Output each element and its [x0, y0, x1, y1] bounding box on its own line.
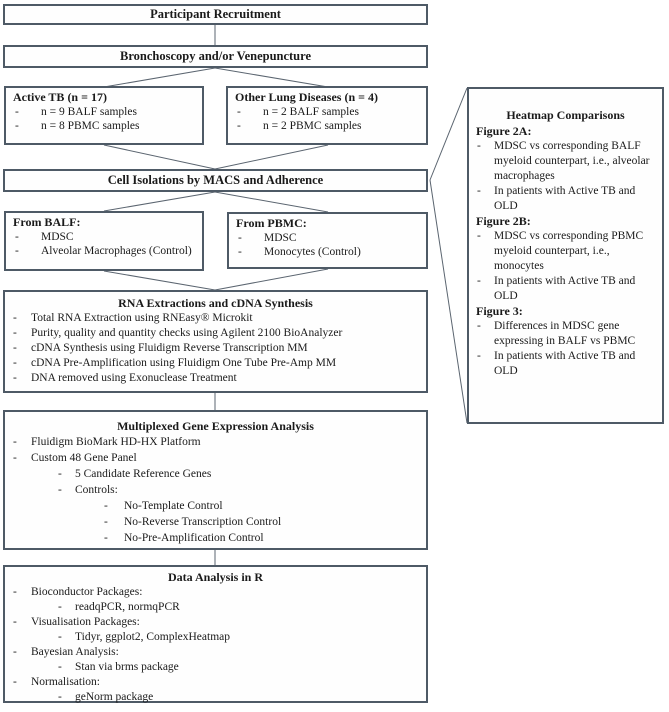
list-item: - readqPCR, normqPCR — [58, 601, 180, 613]
bullet-dash: - — [13, 586, 17, 598]
box-from-balf — [4, 211, 204, 271]
connector-frompbmc-rna — [215, 269, 328, 290]
cell-isolations-title: Cell Isolations by MACS and Adherence — [107, 173, 324, 188]
list-item: - n = 2 BALF samples — [237, 105, 359, 118]
list-item: - No-Reverse Transcription Control — [104, 516, 282, 528]
connector-cellisolations-heatmap-bottom — [430, 180, 467, 423]
box-cell-isolations — [3, 169, 428, 192]
bullet-dash: - — [13, 342, 17, 354]
box-other-lung-diseases — [226, 86, 428, 145]
connector-bronchoscopy-activetb — [104, 68, 215, 87]
list-item: - Alveolar Macrophages (Control) — [15, 245, 192, 257]
bullet-dash: - — [13, 357, 17, 369]
list-item: - Bioconductor Packages: — [13, 586, 143, 598]
bullet-dash: - — [237, 105, 241, 118]
box-bronchoscopy — [3, 45, 428, 68]
bullet-dash: - — [15, 120, 19, 132]
connector-frombalf-rna — [104, 271, 215, 290]
bullet-dash: - — [58, 631, 62, 643]
bullet-dash: - — [58, 468, 62, 480]
bullet-dash: - — [13, 646, 17, 658]
bullet-dash: - — [477, 320, 481, 332]
list-item: - No-Pre-Amplification Control — [104, 532, 264, 544]
bullet-dash: - — [15, 105, 19, 118]
bullet-dash: - — [13, 676, 17, 688]
participant-recruitment-title: Participant Recruitment — [150, 7, 281, 22]
list-item: - cDNA Synthesis using Fluidigm Reverse Transcription MM — [13, 342, 308, 354]
bullet-dash: - — [477, 275, 481, 287]
list-item: - Visualisation Packages: — [13, 616, 140, 628]
bullet-dash: - — [58, 661, 62, 673]
box-rna-extractions — [3, 290, 428, 393]
list-item: - 5 Candidate Reference Genes — [58, 468, 212, 480]
list-item: - Purity, quality and quantity checks using Agilent 2100 BioAnalyzer — [13, 327, 343, 339]
other-lung-diseases-title: Other Lung Diseases (n = 4) — [235, 90, 378, 104]
bullet-dash: - — [13, 327, 17, 339]
list-item: - Bayesian Analysis: — [13, 646, 119, 658]
rna-extractions-title: RNA Extractions and cDNA Synthesis — [118, 296, 313, 310]
bullet-dash: - — [15, 245, 19, 257]
box-gene-expression — [3, 410, 428, 550]
list-item: - Custom 48 Gene Panel — [13, 452, 137, 464]
box-participant-recruitment — [3, 4, 428, 25]
figure-2b-label: Figure 2B: — [476, 214, 531, 228]
list-item: - In patients with Active TB and OLD — [477, 185, 636, 212]
bullet-dash: - — [477, 350, 481, 362]
bullet-dash: - — [13, 372, 17, 384]
list-item: - Monocytes (Control) — [238, 246, 361, 258]
list-item: - Tidyr, ggplot2, ComplexHeatmap — [58, 631, 230, 643]
gene-expression-title: Multiplexed Gene Expression Analysis — [117, 419, 314, 433]
list-item: - In patients with Active TB and OLD — [477, 350, 636, 377]
list-item: - n = 9 BALF samples — [15, 105, 137, 118]
list-item: - n = 2 PBMC samples — [237, 120, 362, 132]
list-item: - Controls: — [58, 484, 118, 496]
connector-otherlung-cellisolations — [215, 145, 328, 169]
heatmap-comparisons-title: Heatmap Comparisons — [506, 108, 625, 122]
connector-cellisolations-frombalf — [104, 192, 215, 211]
list-item: - MDSC — [15, 230, 74, 243]
bullet-dash: - — [477, 230, 481, 242]
from-balf-title: From BALF: — [13, 215, 81, 229]
list-item: - Total RNA Extraction using RNEasy® Microkit — [13, 312, 253, 324]
figure-3-label: Figure 3: — [476, 304, 523, 318]
box-from-pbmc — [227, 212, 428, 269]
box-data-analysis — [3, 565, 428, 703]
bullet-dash: - — [58, 691, 62, 703]
list-item: - Stan via brms package — [58, 661, 179, 673]
bullet-dash: - — [13, 616, 17, 628]
list-item: - Normalisation: — [13, 676, 100, 688]
bullet-dash: - — [104, 516, 108, 528]
list-item: - DNA removed using Exonuclease Treatment — [13, 372, 237, 384]
bronchoscopy-title: Bronchoscopy and/or Venepuncture — [119, 49, 311, 64]
list-item: - MDSC vs corresponding PBMC myeloid counterpart, i.e., monocytes — [477, 230, 644, 272]
bullet-dash: - — [104, 500, 108, 512]
bullet-dash: - — [237, 120, 241, 132]
bullet-dash: - — [58, 601, 62, 613]
bullet-dash: - — [58, 484, 62, 496]
bullet-dash: - — [13, 436, 17, 448]
bullet-dash: - — [238, 246, 242, 258]
box-heatmap-comparisons — [467, 87, 664, 424]
list-item: - cDNA Pre-Amplification using Fluidigm One Tube Pre-Amp MM — [13, 357, 337, 369]
list-item: - geNorm package — [58, 691, 154, 703]
figure-2a-label: Figure 2A: — [476, 124, 532, 138]
connector-cellisolations-heatmap-top — [430, 88, 467, 180]
bullet-dash: - — [104, 532, 108, 544]
box-active-tb — [4, 86, 204, 145]
data-analysis-title: Data Analysis in R — [167, 570, 264, 584]
connector-cellisolations-frompbmc — [215, 192, 328, 212]
connector-activetb-cellisolations — [104, 145, 215, 169]
list-item: - No-Template Control — [104, 500, 223, 512]
bullet-dash: - — [238, 231, 242, 244]
active-tb-title: Active TB (n = 17) — [13, 90, 107, 104]
bullet-dash: - — [477, 185, 481, 197]
list-item: - In patients with Active TB and OLD — [477, 275, 636, 302]
list-item: - n = 8 PBMC samples — [15, 120, 140, 132]
bullet-dash: - — [477, 140, 481, 152]
list-item: - MDSC — [238, 231, 297, 244]
from-pbmc-title: From PBMC: — [236, 216, 307, 230]
bullet-dash: - — [13, 312, 17, 324]
connector-bronchoscopy-otherlung — [215, 68, 328, 87]
bullet-dash: - — [13, 452, 17, 464]
bullet-dash: - — [15, 230, 19, 243]
list-item: - Differences in MDSC gene expressing in BALF vs PBMC — [477, 320, 636, 347]
list-item: - MDSC vs corresponding BALF myeloid counterpart, i.e., alveolar macrophages — [477, 140, 650, 182]
list-item: - Fluidigm BioMark HD-HX Platform — [13, 436, 201, 448]
